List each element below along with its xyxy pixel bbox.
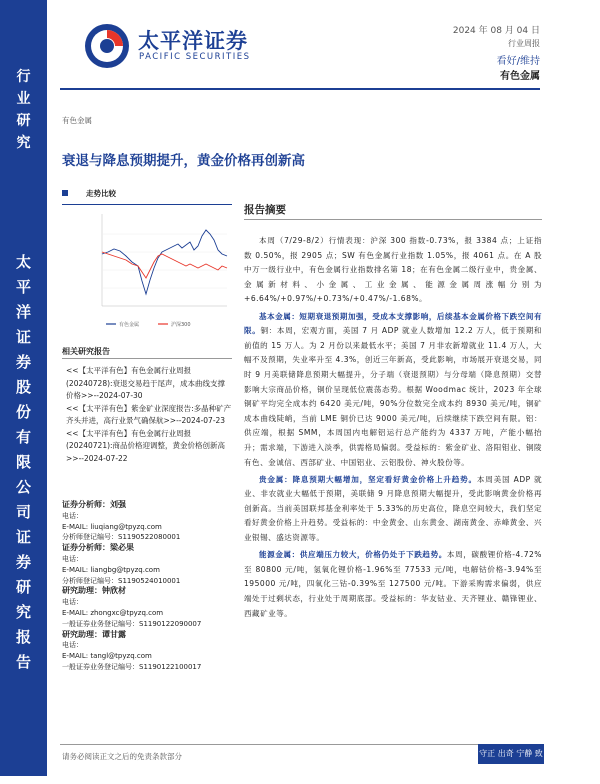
analyst-phone: 电话： xyxy=(62,641,83,650)
summary-paragraph xyxy=(244,473,542,546)
analyst-cert: 分析师登记编号：S1190524010001 xyxy=(62,576,181,585)
sidebar-char: 太 xyxy=(15,253,31,271)
related-report-link[interactable]: <<【太平洋有色】有色金属行业周报(20240721):商品价格迎调整，黄金价格创新高>>--2024-07-22 xyxy=(66,428,226,463)
sidebar-char: 份 xyxy=(15,403,31,421)
report-type: 行业周报 xyxy=(508,39,540,48)
sidebar-char: 证 xyxy=(15,528,31,546)
sidebar-char: 限 xyxy=(15,453,31,471)
analyst-email[interactable]: E-MAIL: liuqiang@tpyzq.com xyxy=(62,522,162,531)
analyst-name: 研究助理：谭甘露 xyxy=(62,629,126,639)
summary-text: 本周美国 ADP 就业、非农就业大幅低于预期，美联储 9 月降息预期大幅提升，受此影响黄金价格再创新高。当前美国联邦基金利率处于 5.33%的历史高位，降息空间较大，我们坚定看好黄金价格上升趋势。受益标的：中金黄金、山东黄金、湖南黄金、赤峰黄金、兴业银锡、盛达资源等。 xyxy=(244,474,542,543)
summary-highlight: 贵金属：降息预期大幅增加，坚定看好黄金价格上升趋势。 xyxy=(259,474,477,484)
sidebar-section-label xyxy=(0,66,47,154)
sidebar-char: 究 xyxy=(15,603,31,621)
company-logo xyxy=(82,21,282,71)
logo-emblem-icon xyxy=(82,21,132,71)
analyst-contacts xyxy=(62,500,234,673)
sidebar-char: 股 xyxy=(15,378,31,396)
sidebar-char: 研 xyxy=(15,578,31,596)
footer-disclaimer: 请务必阅读正文之后的免责条款部分 xyxy=(62,752,182,761)
sidebar-char: 公 xyxy=(15,478,31,496)
sidebar-company-label xyxy=(0,250,47,675)
sidebar-char: 研 xyxy=(16,113,31,129)
heading-marker-icon xyxy=(62,190,68,196)
analyst-email[interactable]: E-MAIL: tangl@tpyzq.com xyxy=(62,652,152,661)
related-reports-list xyxy=(66,365,232,465)
sector-tag: 有色金属 xyxy=(62,116,92,125)
analyst-cert: 一般证券业务登记编号：S1190122090007 xyxy=(62,619,202,628)
sidebar-char: 告 xyxy=(15,653,31,671)
analyst-name: 证券分析师：梁必果 xyxy=(62,543,134,553)
chart-divider xyxy=(62,204,232,205)
sidebar-char: 业 xyxy=(16,91,31,107)
related-divider xyxy=(62,358,232,359)
summary-text: 本周，碳酸锂价格-4.72%至 80800 元/吨，氢氧化锂价格-1.96%至 77533 元/吨，电解钴价格-3.94%至 195000 元/吨，四氧化三钴-0.39%至 127500 元/吨。下游采购需求偏弱，供应端处于过剩状态，行业处于周期底部。受益标的：华友钴业、天齐锂业、赣锋锂业、西藏矿业等。 xyxy=(244,550,542,618)
sidebar-char: 行 xyxy=(16,69,31,85)
analyst-phone: 电话： xyxy=(62,554,83,563)
page-title: 衰退与降息预期提升，黄金价格再创新高 xyxy=(62,153,305,169)
analyst-block xyxy=(62,630,234,673)
sidebar-char: 究 xyxy=(16,135,31,151)
summary-divider xyxy=(244,219,542,220)
trend-chart xyxy=(62,206,232,336)
analyst-block xyxy=(62,586,234,629)
summary-paragraph xyxy=(244,310,542,471)
analyst-email[interactable]: E-MAIL: liangbg@tpyzq.com xyxy=(62,565,160,574)
related-reports-heading: 相关研究报告 xyxy=(62,347,110,356)
sidebar-char: 有 xyxy=(15,428,31,446)
legend-label-sector: 有色金属 xyxy=(119,322,140,328)
legend-label-index: 沪深300 xyxy=(171,322,191,328)
analyst-phone: 电话： xyxy=(62,511,83,520)
summary-highlight: 基本金属：短期衰退预期加强，受成本支撑影响，后续基本金属价格下跌空间有限。 xyxy=(244,311,542,336)
logo-name-en: PACIFIC SECURITIES xyxy=(139,52,251,62)
summary-text: 铜：本周，宏观方面，美国 7 月 ADP 就业人数增加 12.2 万人，低于预期和前值的 15 万人。为 2 月份以来最低水平；美国 7 月非农新增就业 11.4 万人，大幅不及预期，失业率升至 4.3%，创近三年新高，受此影响，市场展开衰退交易，同时 9 月美联储降息预期大幅提升，分子端（衰退预期）与分母端（降息预期）交替影响大宗商品价格，铜价呈现低位震荡态势。根据 Woodmac 统计，2023 年全球铜矿平均完全成本约 6420 美元/吨，90%分位数完全成本约 8930 美元/吨，铜矿成本曲线陡峭，当前 LME 铜价已达 9000 美元/吨，后续继续下跌空间有限。铝：供应端，根据 SMM，本周国内电解铝运行总产能约为 4337 万吨，产能小幅抬升；需求端，下游进入淡季，供需格局偏弱。受益标的：紫金矿业、洛阳钼业、铜陵有色、金诚信、西部矿业、中国铝业、云铝股份、神火股份等。 xyxy=(244,326,542,467)
sector-label: 有色金属 xyxy=(500,71,540,82)
chart-heading-text: 走势比较 xyxy=(86,189,116,198)
analyst-phone: 电话： xyxy=(62,598,83,607)
summary-heading: 报告摘要 xyxy=(244,204,286,216)
sidebar-char: 平 xyxy=(15,278,31,296)
sidebar-char: 报 xyxy=(15,628,31,646)
footer-divider xyxy=(60,744,540,745)
summary-paragraph: 本周（7/29-8/2）行情表现：沪深 300 指数-0.73%，报 3384 点；上证指数 0.50%，报 2905 点；SW 有色金属行业指数 1.05%，报 4061 点。在 A 股中万一级行业中，有色金属行业指数排名第 18；在有色金属二级行业中，贵金属、金属新材料、小金属、工业金属、能源金属周涨幅分别为+6.64%/+0.97%/+0.73%/+0.47%/-1.68%。 xyxy=(244,236,542,304)
sidebar-char: 证 xyxy=(15,328,31,346)
analyst-name: 研究助理：钟欣材 xyxy=(62,586,126,596)
series-line-sector xyxy=(102,230,227,294)
related-report-link[interactable]: <<【太平洋有色】有色金属行业周报(20240728):衰退交易趋于尾声，成本曲线支撑价格>>--2024-07-30 xyxy=(66,366,226,400)
sidebar-char: 司 xyxy=(15,503,31,521)
report-date: 2024 年 08 月 04 日 xyxy=(452,26,540,36)
logo-name-cn: 太平洋证券 xyxy=(138,29,248,53)
footer-motto: 守正 出奇 宁静 致远 xyxy=(478,744,544,764)
sidebar-char: 券 xyxy=(15,353,31,371)
analyst-cert: 一般证券业务登记编号：S1190122100017 xyxy=(62,662,202,671)
analyst-email[interactable]: E-MAIL: zhongxc@tpyzq.com xyxy=(62,608,164,617)
analyst-block xyxy=(62,500,234,543)
related-report-link[interactable]: <<【太平洋有色】紫金矿业深度报告:多晶种矿产齐头并进，高行业景气确保航>>--2024-07-23 xyxy=(66,403,232,425)
analyst-block xyxy=(62,543,234,586)
rating: 看好/维持 xyxy=(496,56,540,67)
summary-highlight: 能源金属：供应端压力较大，价格仍处于下跌趋势。 xyxy=(259,550,447,560)
analyst-name: 证券分析师：刘强 xyxy=(62,500,126,509)
summary-paragraph xyxy=(244,548,542,621)
header-divider xyxy=(60,88,540,90)
summary-body xyxy=(244,234,542,624)
chart-heading xyxy=(62,188,232,200)
sidebar xyxy=(0,0,47,776)
analyst-cert: 分析师登记编号：S1190522080001 xyxy=(62,533,181,542)
series-line-index xyxy=(102,252,227,278)
sidebar-char: 洋 xyxy=(15,303,31,321)
sidebar-char: 券 xyxy=(15,553,31,571)
